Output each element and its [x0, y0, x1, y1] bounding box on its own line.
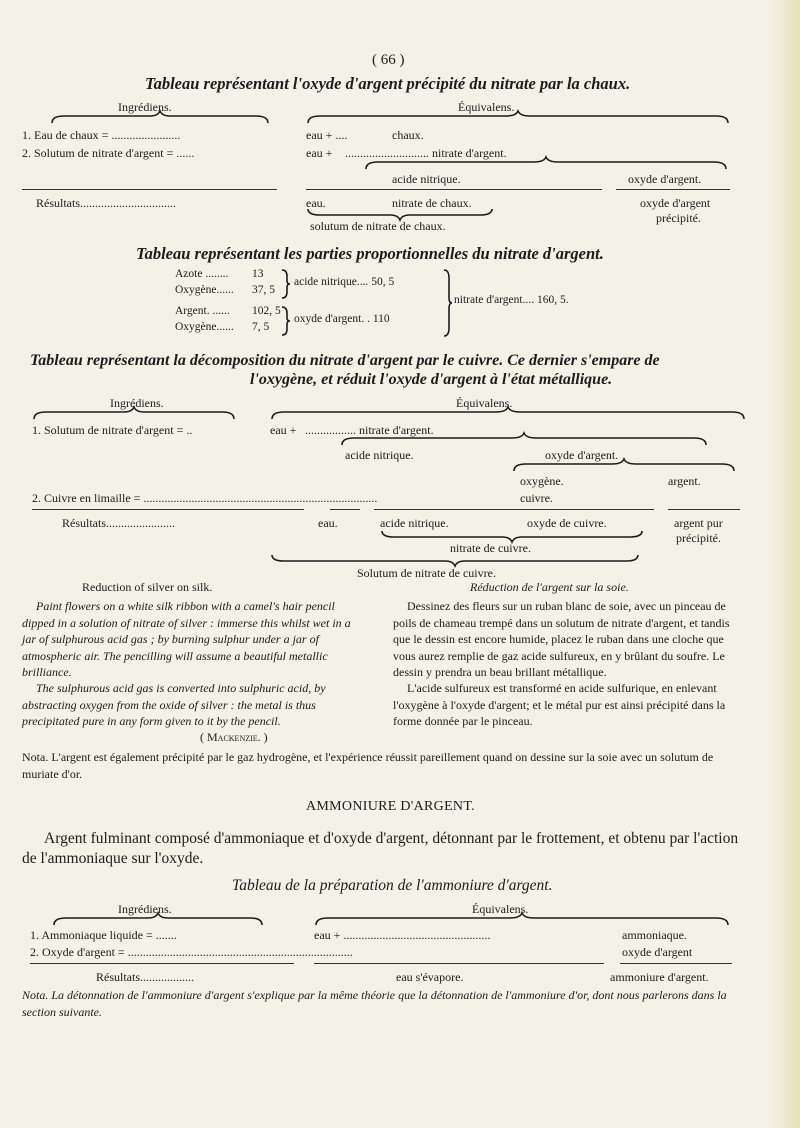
table1-result-oxyde-1: oxyde d'argent — [640, 196, 711, 210]
ammoniure-rule-3 — [620, 963, 732, 964]
table2-brace-1 — [281, 268, 291, 300]
table3-nitrate-brace — [380, 530, 644, 540]
table3-acid-oxide-brace — [340, 436, 710, 446]
table3-rule-4 — [668, 509, 740, 510]
table3-ingredients-head: Ingrédiens. — [110, 396, 164, 410]
ammoniure-heading: AMMONIURE D'ARGENT. — [306, 799, 475, 814]
table1-solutum: solutum de nitrate de chaux. — [310, 219, 446, 233]
ammoniure-equiv-1: eau + ................................................. — [314, 928, 491, 942]
table2-value-oxygene-1: 37, 5 — [252, 284, 275, 296]
table1-rule-mid — [306, 189, 602, 190]
table1-title: Tableau représentant l'oxyde d'argent précipité du nitrate par la chaux. — [145, 74, 631, 93]
table2-value-azote: 13 — [252, 268, 264, 280]
table2-value-argent: 102, 5 — [252, 305, 281, 317]
ammoniure-ingredient-2: 2. Oxyde d'argent = ........................................................................... — [30, 945, 353, 959]
table1-oxyde: oxyde d'argent. — [628, 172, 702, 186]
table1-equiv-1b: chaux. — [392, 128, 424, 142]
table3-nitrate-cuivre: nitrate de cuivre. — [450, 541, 531, 555]
table1-acid-oxide-brace — [364, 160, 728, 170]
table3-acide: acide nitrique. — [345, 448, 414, 462]
ammoniure-rule-1 — [30, 963, 294, 964]
table1-result-eau: eau. — [306, 196, 326, 210]
ammoniure-intro: Argent fulminant composé d'ammoniaque et d'oxyde d'argent, détonnant par le frottement, et obtenu par l'action de l'ammoniaque sur l'oxyde. — [22, 830, 739, 867]
table1-equiv-2b: ............................ nitrate d'argent. — [345, 146, 507, 160]
table3-equivalents-head: Équivalens. — [456, 396, 513, 410]
table3-equivalents-brace — [270, 410, 746, 420]
table1-ingredients-brace — [50, 114, 270, 124]
table1-equiv-1a: eau + .... — [306, 128, 348, 142]
ammoniure-result-eau: eau s'évapore. — [396, 970, 464, 984]
table3-result-argent-2: précipité. — [676, 531, 721, 545]
ammoniure-nota: Nota. La détonnation de l'ammoniure d'argent s'explique par la même théorie que la détonnation de l'ammoniure d'or, dont nous parlerons dans la section suivante. — [22, 988, 727, 1019]
ammoniure-equivalents-brace — [314, 916, 730, 926]
ammoniure-ingredient-1: 1. Ammoniaque liquide = ....... — [30, 928, 177, 942]
table3-results-label: Résultats....................... — [62, 516, 175, 530]
table2-brace-3 — [443, 268, 453, 338]
table3-argent: argent. — [668, 474, 701, 488]
reduction-en-citation: ( Mackenzie. ) — [200, 730, 268, 744]
table3-ingredient-2: 2. Cuivre en limaille = .............................................................................. — [32, 491, 378, 505]
table2-value-oxygene-2: 7, 5 — [252, 321, 270, 333]
table3-result-eau: eau. — [318, 516, 338, 530]
table2-label-oxygene-2: Oxygène...... — [175, 321, 234, 333]
table1-result-oxyde-2: précipité. — [656, 211, 701, 225]
reduction-en-heading: Reduction of silver on silk. — [82, 580, 213, 594]
table2-label-azote: Azote ........ — [175, 268, 229, 280]
table2-oxyde-argent: oxyde d'argent. . 110 — [294, 313, 390, 325]
table3-ingredient-1: 1. Solutum de nitrate d'argent = .. — [32, 423, 193, 437]
table1-acide: acide nitrique. — [392, 172, 461, 186]
table3-solutum: Solutum de nitrate de cuivre. — [357, 566, 496, 580]
table2-nitrate-argent: nitrate d'argent.... 160, 5. — [454, 294, 569, 306]
table2-label-argent: Argent. ...... — [175, 305, 230, 317]
table1-results-label: Résultats................................ — [36, 196, 176, 210]
table2-label-oxygene-1: Oxygène...... — [175, 284, 234, 296]
ammoniure-result-ammoniure: ammoniure d'argent. — [610, 970, 709, 984]
page-edge-shading — [770, 0, 800, 1128]
table2-title: Tableau représentant les parties proportionnelles du nitrate d'argent. — [136, 244, 604, 263]
ammoniure-table-title: Tableau de la préparation de l'ammoniure d'argent. — [232, 877, 553, 894]
ammoniure-ingredients-brace — [52, 916, 264, 926]
ammoniure-rule-2 — [314, 963, 604, 964]
table3-result-oxyde: oxyde de cuivre. — [527, 516, 607, 530]
table1-equivalents-brace — [306, 114, 730, 124]
ammoniure-results-label: Résultats.................. — [96, 970, 194, 984]
table2-acide-nitrique: acide nitrique.... 50, 5 — [294, 276, 395, 288]
table1-equivalents-head: Équivalens. — [458, 100, 515, 114]
table1-equiv-2a: eau + — [306, 146, 333, 160]
table3-title-2: l'oxygène, et réduit l'oxyde d'argent à l'état métallique. — [250, 371, 613, 388]
table1-ingredients-head: Ingrédiens. — [118, 100, 172, 114]
table3-cuivre: cuivre. — [520, 491, 553, 505]
table3-oxygen-silver-brace — [512, 462, 736, 472]
table1-rule-left — [22, 189, 277, 190]
ammoniure-ammoniaque: ammoniaque. — [622, 928, 687, 942]
reduction-nota: Nota. L'argent est également précipité par le gaz hydrogène, et l'expérience réussit pareillement quand on dessine sur la soie avec un solutum de muriate d'or. — [22, 750, 714, 781]
table3-oxyde: oxyde d'argent. — [545, 448, 619, 462]
reduction-fr-paragraph-1: Dessinez des fleurs sur un ruban blanc de soie, avec un pinceau de poils de chameau trempé dans un solutum de nitrate d'argent, et tandis que le dessin est encore humide, placez le ruban dans une cloche que vous aurez remplie de gaz acide sulfureux, en y brûlant du soufre. Le dessin y prendra un beau brillant métallique. — [393, 599, 730, 679]
table3-equiv-1b: ................. nitrate d'argent. — [305, 423, 434, 437]
table1-ingredient-2: 2. Solutum de nitrate d'argent = ...... — [22, 146, 195, 160]
table3-oxygene: oxygène. — [520, 474, 564, 488]
table3-rule-2 — [330, 509, 360, 510]
table1-rule-right — [616, 189, 730, 190]
reduction-fr-heading: Réduction de l'argent sur la soie. — [470, 580, 629, 594]
table1-ingredient-1: 1. Eau de chaux = ....................... — [22, 128, 181, 142]
table1-result-nitrate: nitrate de chaux. — [392, 196, 472, 210]
reduction-en-paragraph-2: The sulphurous acid gas is converted into sulphuric acid, by abstracting oxygen from the oxide of silver : the metal is thus precipitated pure in any form given to it by the pencil. — [22, 681, 326, 728]
reduction-en-paragraph-1: Paint flowers on a white silk ribbon with a camel's hair pencil dipped in a solution of nitrate of silver : immerse this whilst wet in a jar of sulphurous acid gas ; by burning sulphur under a jar of atmospheric air. The pencilling will assume a beautiful metallic brilliance. — [22, 599, 351, 679]
table3-result-acide: acide nitrique. — [380, 516, 449, 530]
table3-rule-3 — [374, 509, 654, 510]
table3-result-argent-1: argent pur — [674, 516, 723, 530]
table3-solutum-brace — [270, 554, 640, 564]
table1-solutum-brace — [306, 208, 494, 218]
table3-title-1: Tableau représentant la décomposition du nitrate d'argent par le cuivre. Ce dernier s'empare de — [30, 352, 660, 369]
table3-rule-1 — [32, 509, 304, 510]
ammoniure-ingredients-head: Ingrédiens. — [118, 902, 172, 916]
ammoniure-equivalents-head: Équivalens. — [472, 902, 529, 916]
ammoniure-oxyde: oxyde d'argent — [622, 945, 693, 959]
table3-equiv-1a: eau + — [270, 423, 297, 437]
page-number: ( 66 ) — [372, 52, 405, 68]
table2-brace-2 — [281, 305, 291, 337]
table3-ingredients-brace — [32, 410, 238, 420]
reduction-fr-paragraph-2: L'acide sulfureux est transformé en acide sulfurique, en enlevant l'oxygène à l'oxyde d'argent; et le métal pur est ainsi précipité dans la forme donnée par le pinceau. — [393, 681, 726, 728]
